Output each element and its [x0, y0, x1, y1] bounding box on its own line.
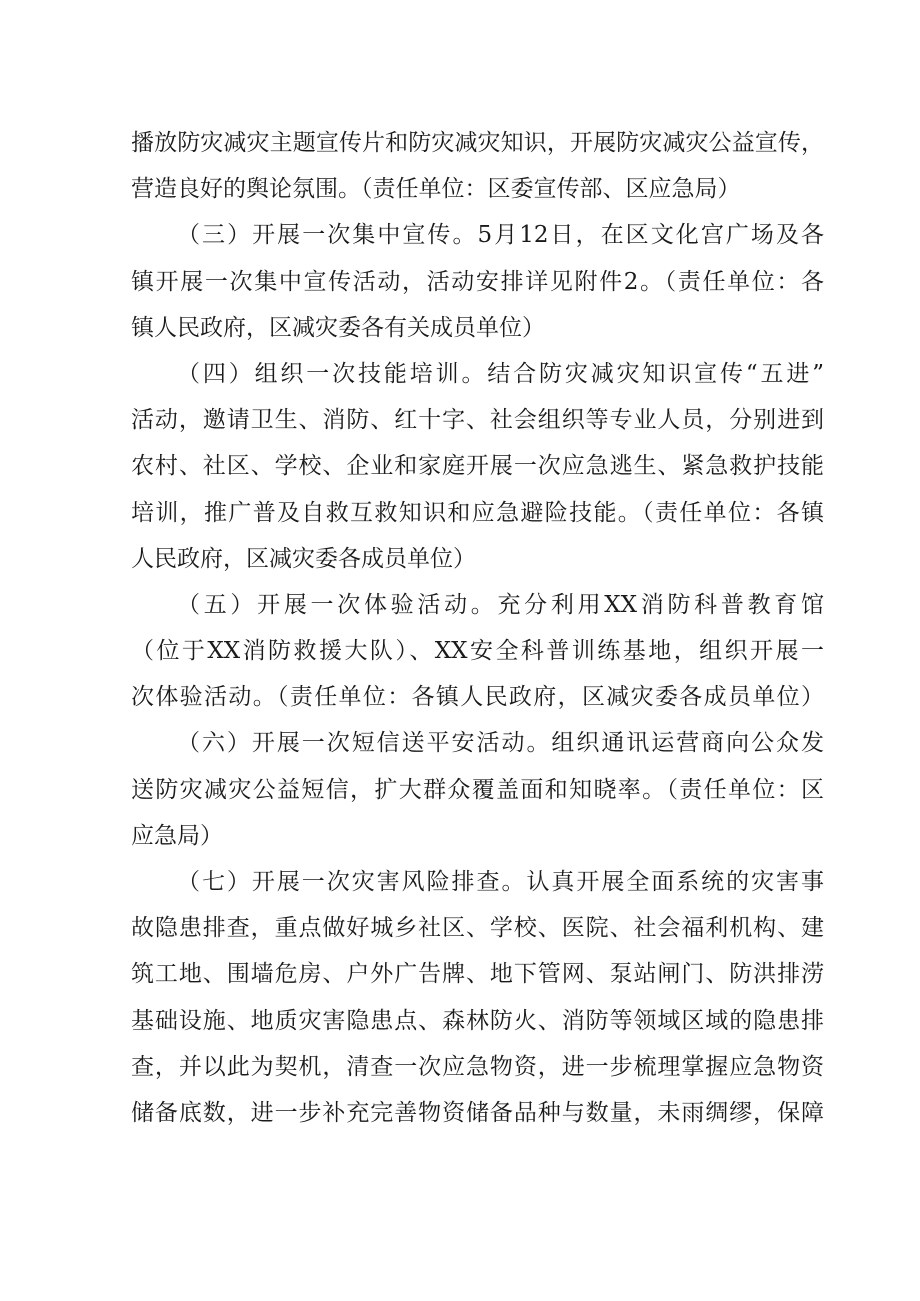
text-line: 镇人民政府，区减灾委各有关成员单位）: [131, 314, 545, 341]
section-five-heading-line: （五）开展一次体验活动。充分利用XX消防科普教育馆: [177, 591, 824, 618]
text-line: 营造良好的舆论氛围。（责任单位：区委宣传部、区应急局）: [131, 176, 741, 203]
text-line: 活动，邀请卫生、消防、红十字、社会组织等专业人员，分别进到: [131, 407, 824, 434]
text-line: 应急局）: [131, 822, 223, 849]
section-three-heading-line: （三）开展一次集中宣传。5月12日，在区文化宫广场及各: [177, 222, 824, 249]
text-line: 故隐患排查，重点做好城乡社区、学校、医院、社会福利机构、建: [131, 915, 824, 942]
text-line: 基础设施、地质灾害隐患点、森林防火、消防等领域区域的隐患排: [131, 1007, 824, 1034]
text-line: 培训，推广普及自救互救知识和应急避险技能。（责任单位：各镇: [131, 499, 824, 526]
text-line: 人民政府，区减灾委各成员单位）: [131, 545, 476, 572]
text-line: 次体验活动。（责任单位：各镇人民政府，区减灾委各成员单位）: [131, 684, 824, 711]
text-line: 播放防灾减灾主题宣传片和防灾减灾知识，开展防灾减灾公益宣传，: [131, 130, 824, 156]
text-line: 农村、社区、学校、企业和家庭开展一次应急逃生、紧急救护技能: [131, 453, 824, 480]
text-line: 镇开展一次集中宣传活动，活动安排详见附件2。（责任单位：各: [131, 268, 824, 295]
text-line: 送防灾减灾公益短信，扩大群众覆盖面和知晓率。（责任单位：区: [131, 776, 824, 803]
document-body: [131, 120, 824, 1136]
text-line: 储备底数，进一步补充完善物资储备品种与数量，未雨绸缪，保障: [131, 1099, 824, 1126]
section-six-heading-line: （六）开展一次短信送平安活动。组织通讯运营商向公众发: [177, 730, 824, 757]
section-four-heading-line: （四）组织一次技能培训。结合防灾减灾知识宣传“五进”: [177, 360, 824, 387]
text-line: 查，并以此为契机，清查一次应急物资，进一步梳理掌握应急物资: [131, 1053, 824, 1080]
text-line: （位于XX消防救援大队）、XX安全科普训练基地，组织开展一: [131, 638, 824, 665]
text-line: 筑工地、围墙危房、户外广告牌、地下管网、泵站闸门、防洪排涝: [131, 961, 824, 988]
section-seven-heading-line: （七）开展一次灾害风险排查。认真开展全面系统的灾害事: [177, 869, 824, 895]
